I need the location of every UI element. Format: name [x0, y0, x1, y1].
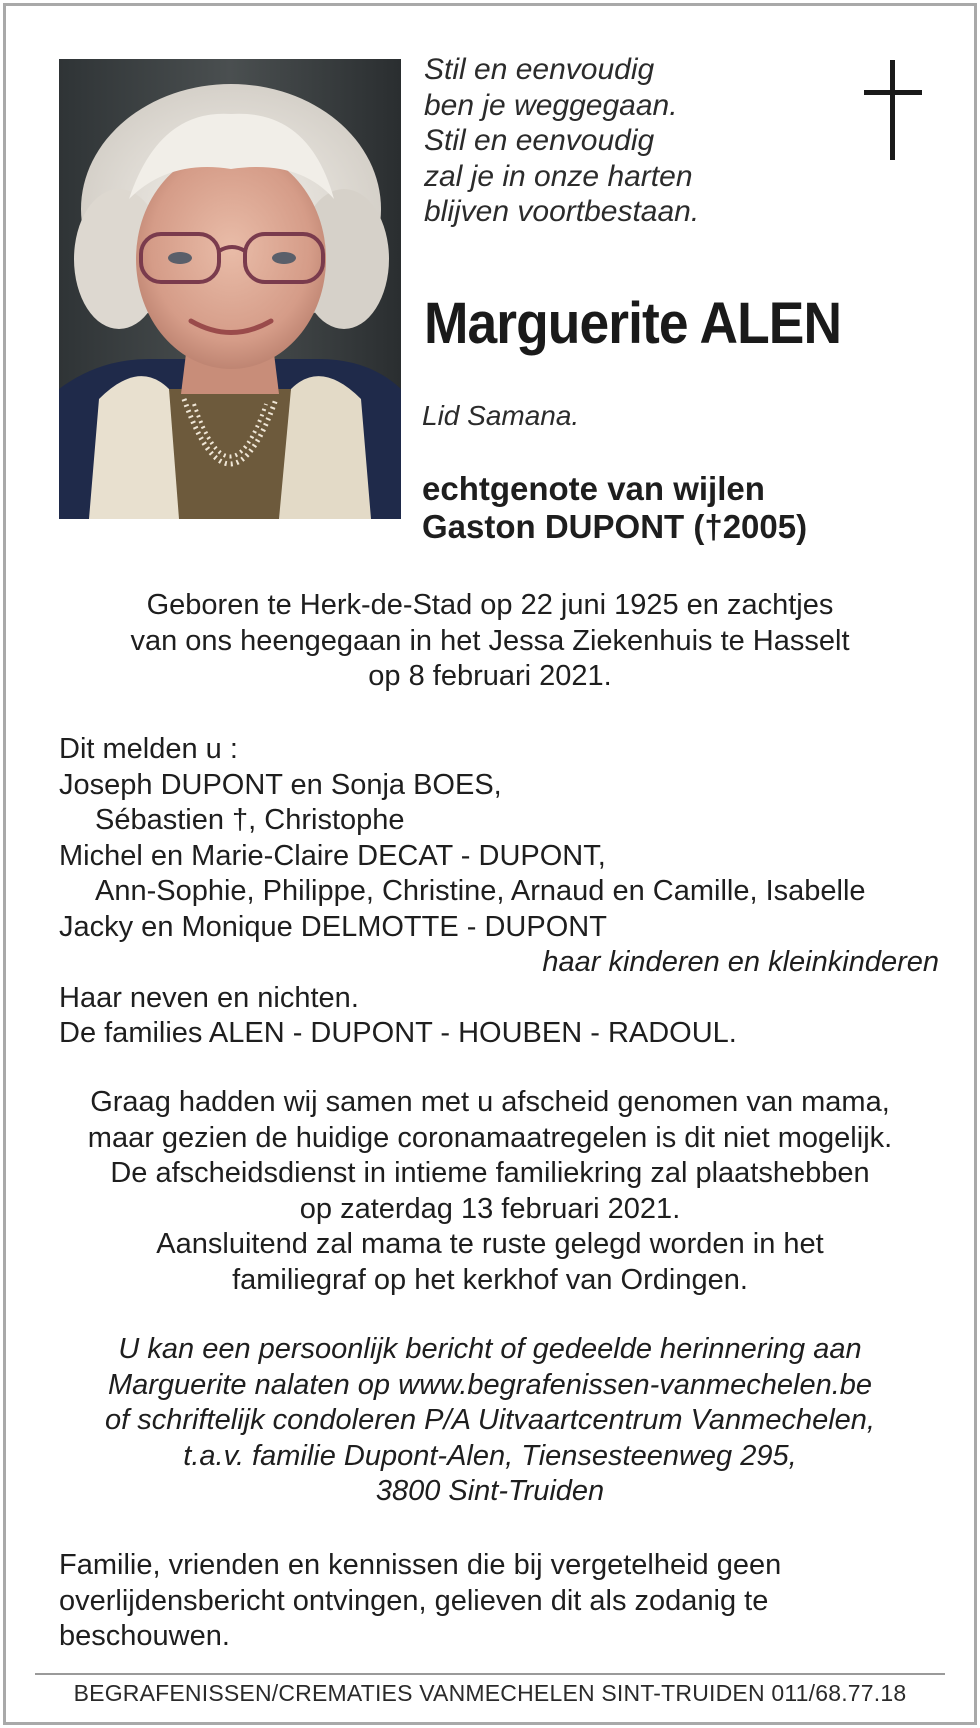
ceremony-line: op zaterdag 13 februari 2021. — [299, 1192, 681, 1225]
ceremony-line: maar gezien de huidige coronamaatregelen is dit niet mogelijk. — [87, 1121, 893, 1154]
portrait-photo — [59, 59, 401, 519]
nephews-line: Haar neven en nichten. — [59, 981, 359, 1014]
funeral-home-footer: BEGRAFENISSEN/CREMATIES VANMECHELEN SINT-TRUIDEN 011/68.77.18 — [73, 1680, 907, 1706]
relation-label: haar kinderen en kleinkinderen — [542, 946, 939, 978]
poem-line: blijven voortbestaan. — [424, 195, 700, 228]
notice-line: beschouwen. — [59, 1620, 230, 1652]
family-line: Michel en Marie-Claire DECAT - DUPONT, — [59, 839, 606, 872]
condolence-line: Marguerite nalaten op www.begrafenissen-vanmechelen.be — [107, 1368, 873, 1401]
ceremony-line: Aansluitend zal mama te ruste gelegd worden in het — [156, 1228, 824, 1260]
poem-line: ben je weggegaan. — [424, 88, 678, 122]
families-line: De families ALEN - DUPONT - HOUBEN - RADOUL. — [59, 1017, 737, 1049]
poem — [424, 52, 784, 230]
footer-divider — [35, 1673, 945, 1675]
condolence-line: t.a.v. familie Dupont-Alen, Tiensesteenweg 295, — [183, 1439, 797, 1472]
ceremony-line: familiegraf op het kerkhof van Ordingen. — [232, 1263, 748, 1296]
portrait-image — [59, 59, 401, 519]
grandchildren-line: Ann-Sophie, Philippe, Christine, Arnaud en Camille, Isabelle — [95, 875, 866, 907]
ceremony-paragraph — [30, 1085, 950, 1298]
deceased-name: Marguerite ALEN — [424, 291, 842, 356]
announcement-intro: Dit melden u : — [59, 733, 238, 765]
condolence-line: 3800 Sint-Truiden — [375, 1475, 605, 1507]
ceremony-line: De afscheidsdienst in intieme familiekring zal plaatshebben — [110, 1157, 870, 1189]
notice-line: overlijdensbericht ontvingen, gelieven dit als zodanig te — [59, 1584, 769, 1617]
poem-line: zal je in onze harten — [424, 159, 693, 193]
birth-death-line: Geboren te Herk-de-Stad op 22 juni 1925 en zachtjes — [146, 589, 834, 621]
condolence-line: of schriftelijk condoleren P/A Uitvaartcentrum Vanmechelen, — [105, 1404, 875, 1436]
poem-line: Stil en eenvoudig — [424, 53, 655, 86]
spouse-line-2: Gaston DUPONT (†2005) — [422, 508, 808, 545]
birth-death-line: op 8 februari 2021. — [368, 660, 612, 692]
family-line: Jacky en Monique DELMOTTE - DUPONT — [59, 910, 607, 943]
notice-paragraph — [59, 1548, 939, 1655]
spouse-line-1: echtgenote van wijlen — [422, 470, 765, 507]
condolence-paragraph — [30, 1332, 950, 1510]
birth-death-line: van ons heengegaan in het Jessa Ziekenhuis te Hasselt — [130, 624, 850, 657]
membership: Lid Samana. — [422, 400, 580, 431]
family-line: Joseph DUPONT en Sonja BOES, — [59, 768, 502, 801]
notice-line: Familie, vrienden en kennissen die bij vergetelheid geen — [59, 1549, 782, 1581]
ceremony-line: Graag hadden wij samen met u afscheid genomen van mama, — [90, 1086, 890, 1118]
birth-death-paragraph — [40, 588, 940, 695]
poem-line: Stil en eenvoudig — [424, 124, 655, 157]
cross-icon — [864, 60, 922, 160]
grandchildren-line: Sébastien †, Christophe — [95, 804, 405, 836]
spouse-info — [422, 470, 807, 546]
condolence-line: U kan een persoonlijk bericht of gedeelde herinnering aan — [118, 1333, 862, 1365]
family-announcement — [59, 732, 939, 1052]
